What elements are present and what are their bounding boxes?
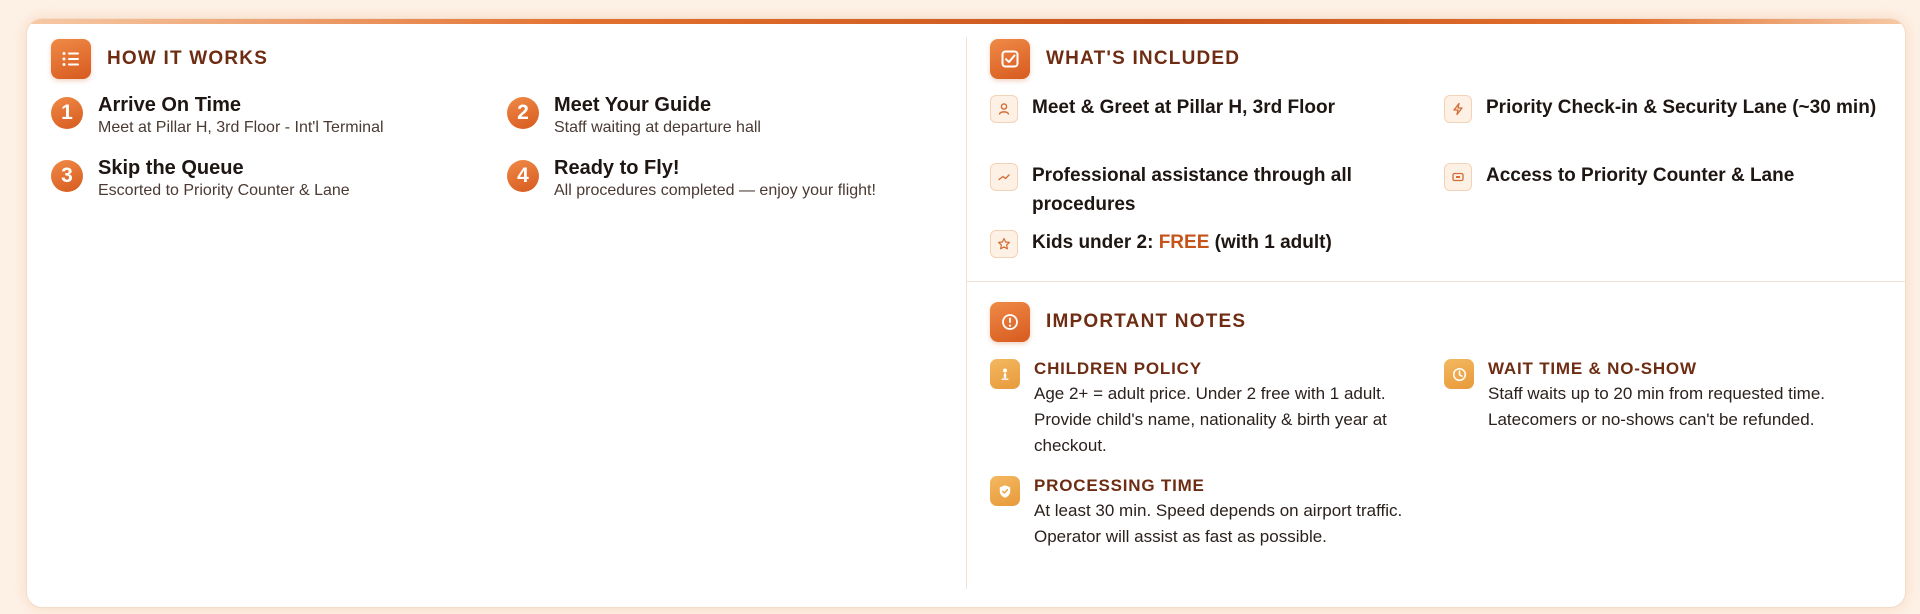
handshake-icon	[990, 163, 1018, 191]
step-1	[51, 93, 384, 139]
included-item-text: Professional assistance through all procedures	[1032, 165, 1352, 215]
bolt-icon	[1444, 95, 1472, 123]
ticket-icon	[1444, 163, 1472, 191]
child-icon	[990, 359, 1020, 389]
note-title: PROCESSING TIME	[1034, 476, 1205, 495]
list-icon	[51, 39, 91, 79]
alert-circle-icon	[990, 302, 1030, 342]
step-description: Escorted to Priority Counter & Lane	[98, 182, 350, 199]
step-number: 4	[507, 160, 539, 192]
included-item-text	[1032, 228, 1332, 258]
star-icon	[990, 230, 1018, 258]
shield-icon	[990, 476, 1020, 506]
clock-icon	[1444, 359, 1474, 389]
step-title: Skip the Queue	[98, 157, 244, 179]
step-description: All procedures completed — enjoy your flight!	[554, 182, 876, 199]
step-title: Meet Your Guide	[554, 94, 712, 116]
checklist-icon	[990, 39, 1030, 79]
column-divider	[966, 37, 967, 589]
important-notes-title: IMPORTANT NOTES	[1046, 311, 1247, 332]
included-item-text: Priority Check-in & Security Lane (~30 min)	[1486, 97, 1877, 118]
step-description: Meet at Pillar H, 3rd Floor - Int'l Terminal	[98, 119, 384, 136]
included-item	[990, 95, 1420, 123]
section-divider	[967, 281, 1905, 282]
note-wait-time	[1444, 357, 1864, 433]
included-item	[1444, 163, 1884, 191]
step-number: 2	[507, 97, 539, 129]
info-card	[26, 18, 1906, 608]
note-processing-time	[990, 474, 1420, 550]
kids-label: Kids under 2:	[1032, 232, 1159, 253]
note-title: CHILDREN POLICY	[1034, 359, 1202, 378]
free-highlight: FREE	[1158, 232, 1210, 253]
included-item-text: Access to Priority Counter & Lane	[1486, 165, 1795, 186]
step-number: 1	[51, 97, 83, 129]
included-item	[1444, 95, 1884, 123]
note-text: At least 30 min. Speed depends on airport traffic. Operator will assist as fast as possible.	[1034, 501, 1403, 546]
step-2	[507, 93, 761, 139]
included-item	[990, 230, 1420, 258]
step-title: Arrive On Time	[98, 94, 242, 116]
note-title: WAIT TIME & NO-SHOW	[1488, 359, 1697, 378]
note-text: Staff waits up to 20 min from requested time. Latecomers or no-shows can't be refunded.	[1488, 384, 1826, 429]
step-4	[507, 156, 876, 202]
step-title: Ready to Fly!	[554, 157, 680, 179]
step-number: 3	[51, 160, 83, 192]
note-children-policy	[990, 357, 1420, 459]
whats-included-title: WHAT'S INCLUDED	[1046, 48, 1241, 69]
person-icon	[990, 95, 1018, 123]
note-text: Age 2+ = adult price. Under 2 free with 1 adult. Provide child's name, nationality & birth year at checkout.	[1034, 384, 1387, 455]
included-item-text: Meet & Greet at Pillar H, 3rd Floor	[1032, 97, 1336, 118]
included-item	[990, 163, 1410, 219]
important-notes-header	[990, 302, 1246, 342]
step-description: Staff waiting at departure hall	[554, 119, 761, 136]
how-it-works-header	[51, 39, 268, 79]
card-accent-bar	[27, 19, 1905, 24]
kids-condition: (with 1 adult)	[1209, 232, 1332, 253]
whats-included-header	[990, 39, 1240, 79]
step-3	[51, 156, 350, 202]
how-it-works-title: HOW IT WORKS	[107, 48, 269, 69]
